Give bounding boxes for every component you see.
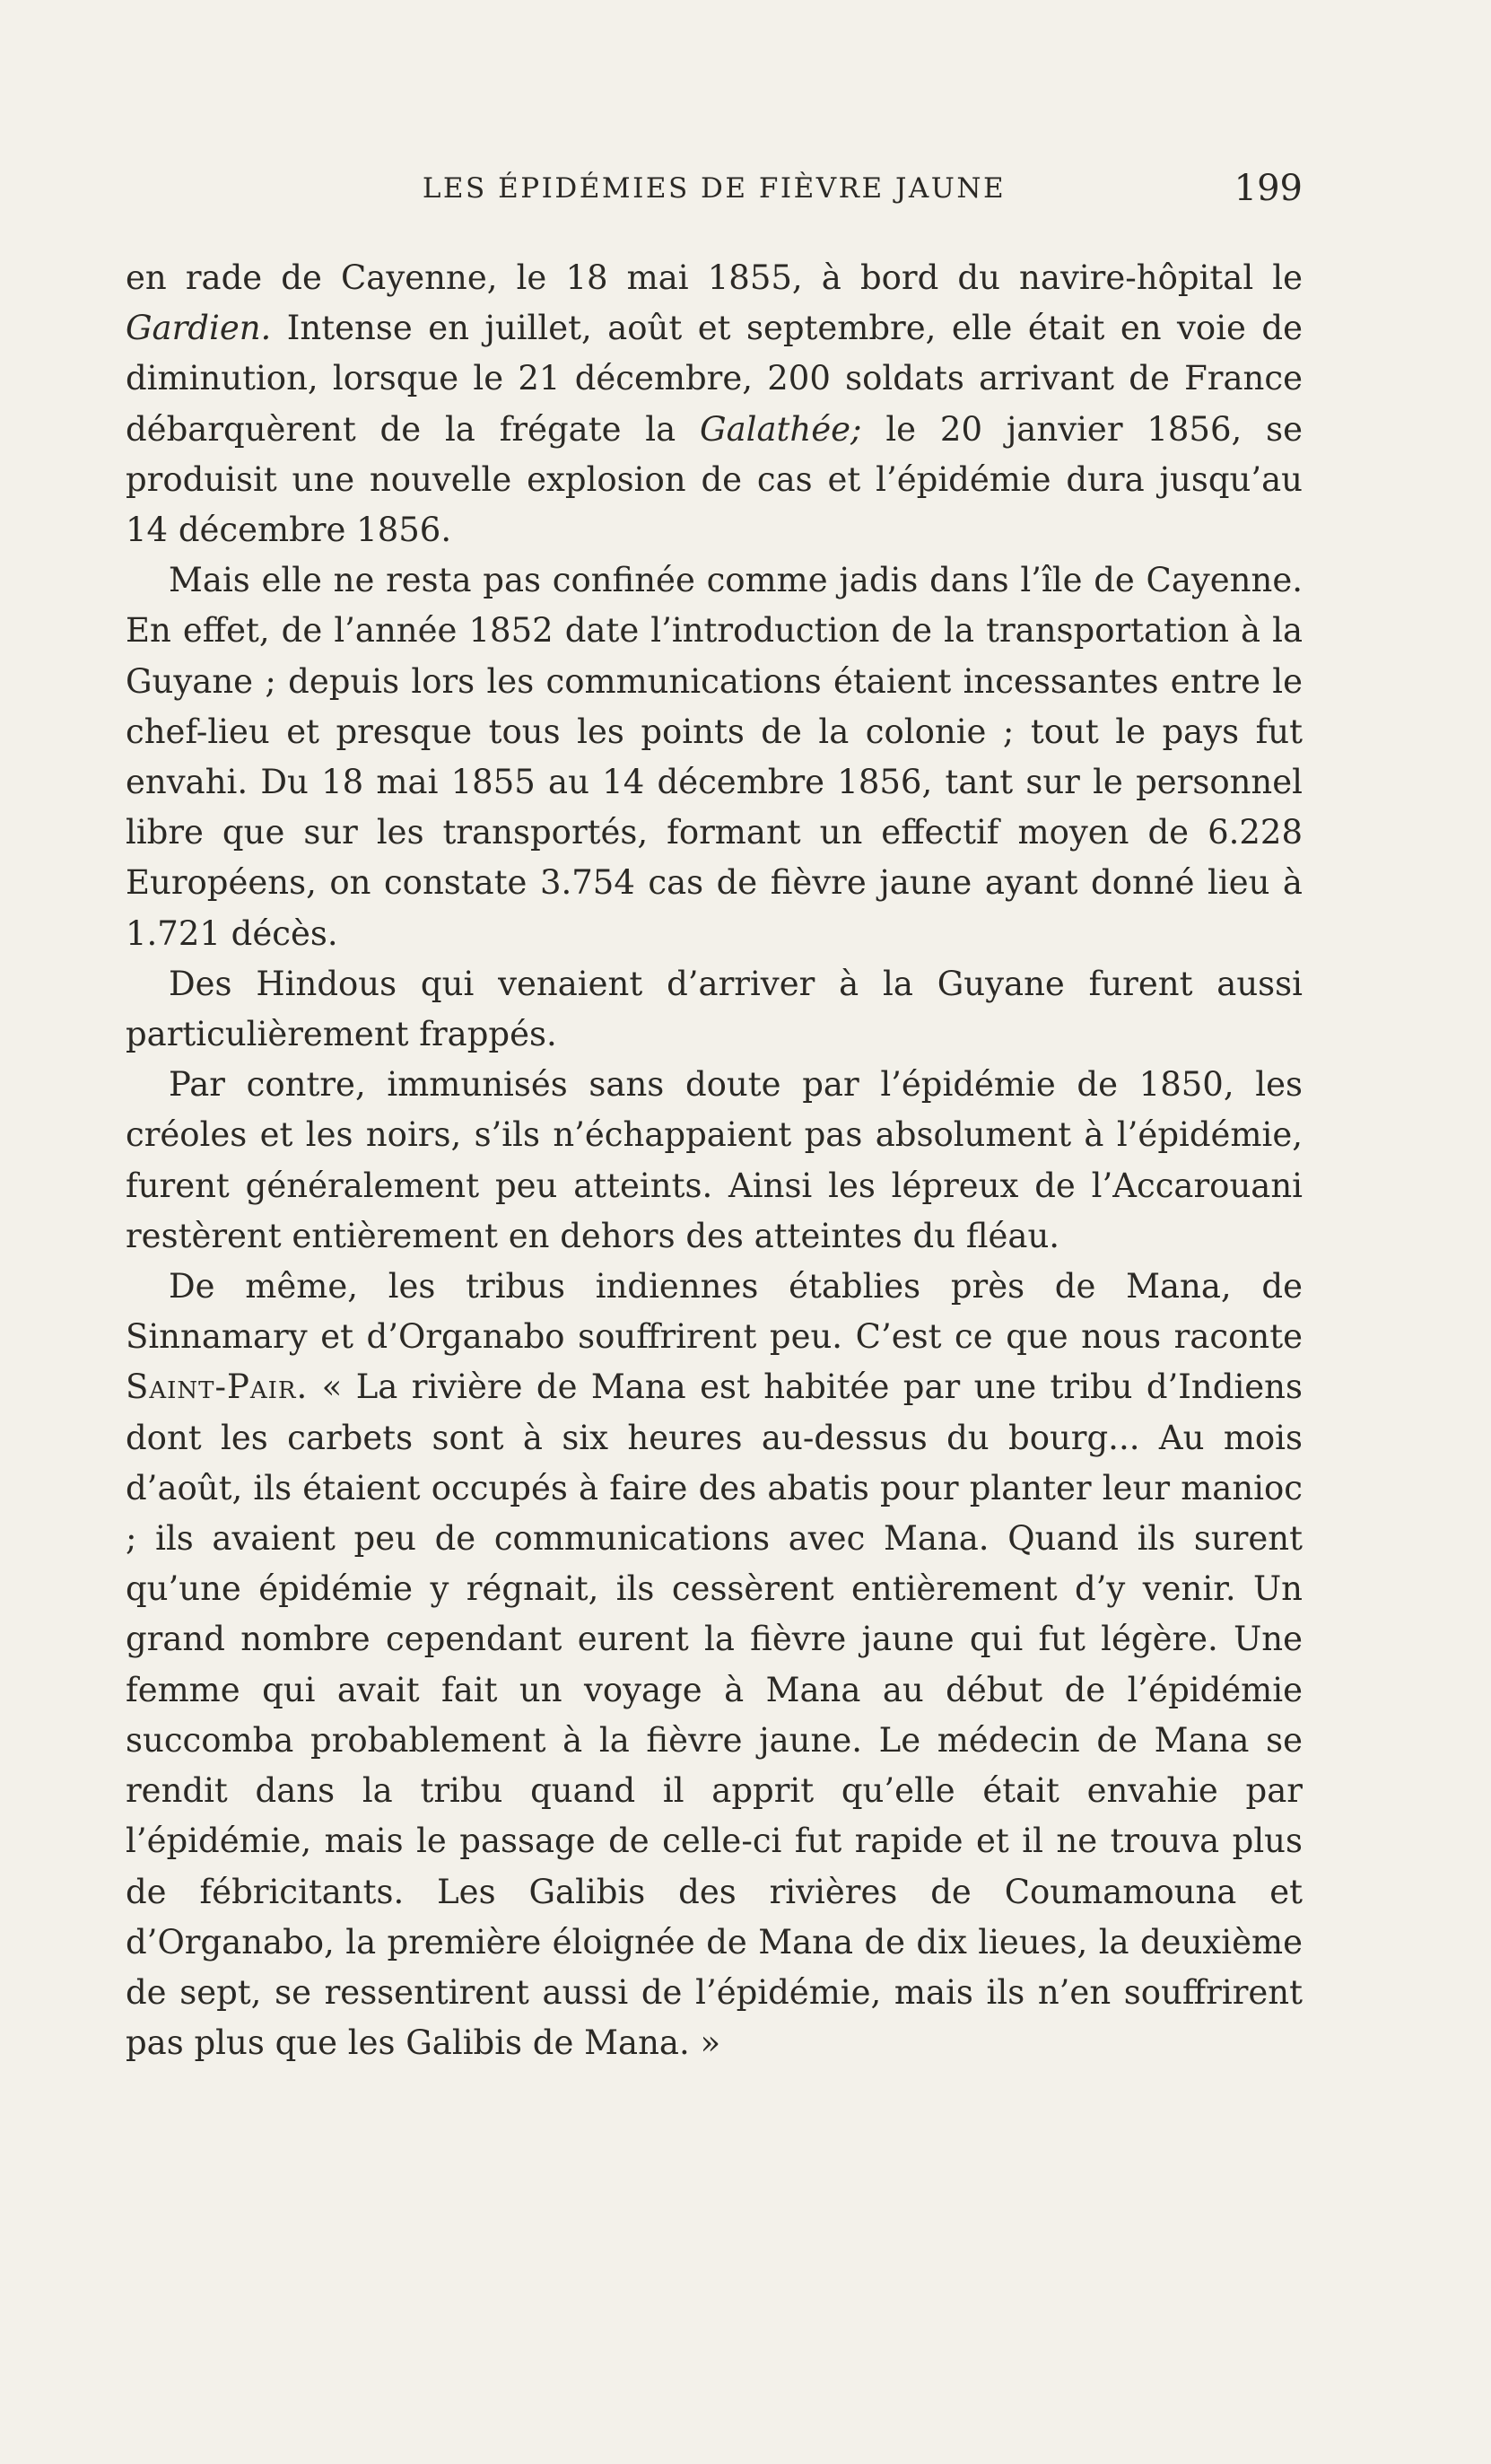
paragraph-1-text-c: Intense en juillet, août et septembre, elle était en voie de diminution, lorsque le 21 décembre, 200 soldats arrivant de France débarquèrent de la frégate la: [126, 309, 1303, 449]
author-name: Saint-Pair.: [126, 1367, 309, 1407]
running-title: LES ÉPIDÉMIES DE FIÈVRE JAUNE: [422, 172, 1007, 205]
paragraph-1-text-e: le 20 janvier 1856, se produisit une nouvelle explosion de cas et l’épidémie dura jusqu’au 14 décembre 1856.: [126, 409, 1303, 550]
paragraph-5-text-a: De même, les tribus indiennes établies près de Mana, de Sinnamary et d’Organabo souffrirent peu. C’est ce que nous raconte: [126, 1267, 1303, 1357]
paragraph-5-quote: « La rivière de Mana est habitée par une tribu d’Indiens dont les carbets sont à six heures au-dessus du bourg... Au mois d’août, ils étaient occupés à faire des abatis pour planter leur manioc ; ils avaient peu de communications avec Mana. Quand ils surent qu’une épidémie y régnait, ils cessèrent entièrement d’y venir. Un grand nombre cependant eurent la fièvre jaune qui fut légère. Une femme qui avait fait un voyage à Mana au début de l’épidémie succomba probablement à la fièvre jaune. Le médecin de Mana se rendit dans la tribu quand il apprit qu’elle était envahie par l’épidémie, mais le passage de celle-ci fut rapide et il ne trouva plus de fébricitants. Les Galibis des rivières de Coumamouna et d’Organabo, la première éloignée de Mana de dix lieues, la deuxième de sept, se ressentirent aussi de l’épidémie, mais ils n’en souffrirent pas plus que les Galibis de Mana. »: [126, 1367, 1303, 2063]
page-number: 199: [1234, 168, 1303, 209]
paragraph-1-text-a: en rade de Cayenne, le 18 mai 1855, à bord du navire-hôpital le: [126, 258, 1303, 297]
paragraph-1: [126, 253, 1303, 555]
paragraph-4: Par contre, immunisés sans doute par l’épidémie de 1850, les créoles et les noirs, s’ils n’échappaient pas absolument à l’épidémie, furent généralement peu atteints. Ainsi les lépreux de l’Accarouani restèrent entièrement en dehors des atteintes du fléau.: [126, 1065, 1303, 1255]
paragraph-5: [126, 1262, 1303, 2068]
paragraph-2: Mais elle ne resta pas confinée comme jadis dans l’île de Cayenne. En effet, de l’année 1852 date l’introduction de la transportation à la Guyane ; depuis lors les communications étaient incessantes entre le chef-lieu et presque tous les points de la colonie ; tout le pays fut envahi. Du 18 mai 1855 au 14 décembre 1856, tant sur le personnel libre que sur les transportés, formant un effectif moyen de 6.228 Européens, on constate 3.754 cas de fièvre jaune ayant donné lieu à 1.721 décès.: [126, 561, 1303, 953]
ship-name-galathee: Galathée;: [700, 409, 862, 449]
running-head: [126, 166, 1303, 211]
paragraph-3: Des Hindous qui venaient d’arriver à la Guyane furent aussi particulièrement frappés.: [126, 964, 1303, 1054]
body-text: [126, 253, 1303, 2068]
ship-name-gardien: Gardien.: [126, 309, 272, 348]
